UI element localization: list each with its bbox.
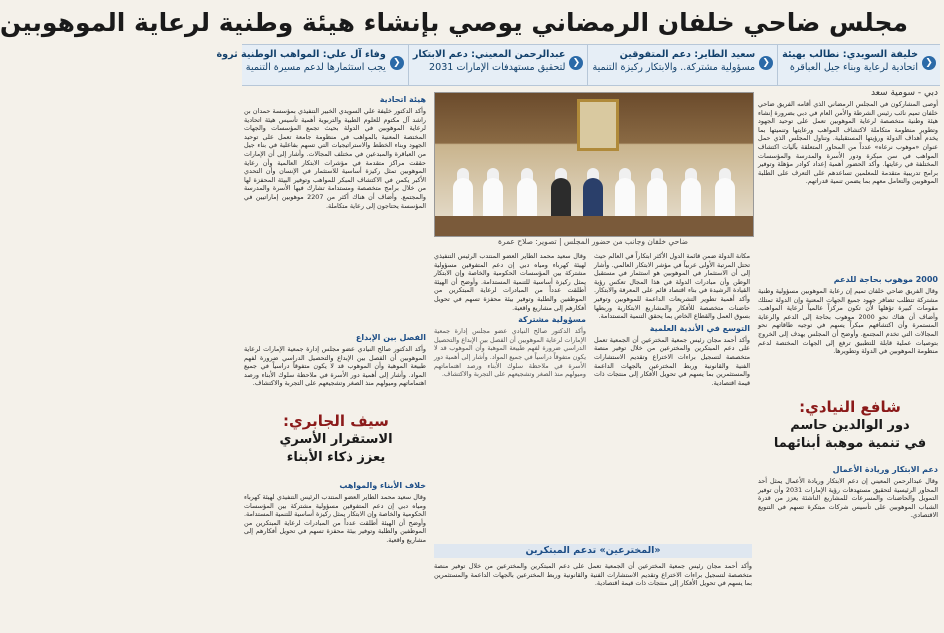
subhead: الفصل بين الإبداع xyxy=(355,333,426,342)
teaser-subtitle: يجب استثمارها لدعم مسيرة التنمية xyxy=(245,62,386,73)
chevron-left-icon: ❮ xyxy=(390,56,404,70)
column-text: وقال عبدالرحمن المعيني إن دعم الابتكار وريادة الأعمال يمثل أحد المحاور الرئيسية لتحقيق مستهدفات رؤية الإمارات 2031 وأن توفير التمويل والحاضنات والمسرعات للمشاريع الناشئة يعزز من قدرة الشباب الموهوبين على تأسيس شركات مبتكرة تسهم في التنويع الاقتصادي. xyxy=(758,477,938,520)
column-text: وقال سعيد محمد الطاير العضو المنتدب الرئيس التنفيذي لهيئة كهرباء ومياه دبي إن دعم المتفوقين مسؤولية مشتركة بين المؤسسات الحكومية والخاصة وإن الابتكار يمثل ركيزة أساسية للتنمية المستدامة. وأوضح أن الهيئة أطلقت عدداً من المبادرات لرعاية المبتكرين من الموظفين والطلبة وتوفير بيئة محفزة تسهم في تحويل أفكارهم إلى مشاريع واقعية. xyxy=(244,493,426,544)
article-column-1c xyxy=(758,462,938,628)
column-text: وأكد الدكتور صالح النيادي عضو مجلس إدارة جمعية الإمارات لرعاية الموهوبين أن الفصل بين الإبداع والتحصيل الدراسي ضرورة لفهم طبيعة الموهبة وأن الموهوب قد لا يكون متفوقاً دراسياً في جميع المواد. وأشار إلى أهمية دور الأسرة في ملاحظة سلوك الأبناء ورصد اهتماماتهم وميولهم منذ الصغر وتشجيعهم على التجربة والاكتشاف. xyxy=(434,327,586,379)
chevron-left-icon: ❮ xyxy=(759,56,773,70)
teaser-subtitle: لتحقيق مستهدفات الإمارات 2031 xyxy=(429,62,566,73)
subhead: دعم الابتكار وريادة الأعمال xyxy=(832,465,938,474)
pull-quote-name: سيف الجابري: xyxy=(283,412,389,430)
column-text: وأكد أحمد مجان رئيس جمعية المخترعين أن الجمعية تعمل على دعم المبتكرين والمخترعين من خلال توفير منصة متخصصة لتسجيل براءات الاختراع وتقديم الاستشارات الفنية والقانونية وربط المخترعين بالجهات الداعمة والمستثمرين بما يسهم في تحويل الأفكار إلى منتجات ذات قيمة اقتصادية. xyxy=(434,562,752,588)
pull-quote-line: يعزز ذكاء الأبناء xyxy=(286,450,386,465)
subhead: خلاف الأبناء والمواهب xyxy=(339,481,426,490)
teaser-title: وفاء آل علي: المواهب الوطنية ثروة xyxy=(216,49,386,60)
pull-quote-line: دور الوالدين حاسم xyxy=(790,418,910,433)
teaser-bar xyxy=(216,44,940,86)
pull-quote-line: في تنمية موهبة أبنائهما xyxy=(773,436,927,451)
column-text: وقال الفريق ضاحي خلفان تميم إن رعاية الموهوبين مسؤولية وطنية مشتركة تتطلب تضافر جهود جميع الجهات المعنية وإن الدولة تمتلك مقومات كبيرة تؤهلها لأن تكون مركزاً عالمياً لرعاية المواهب. وأضاف أن هناك نحو 2000 موهوب بحاجة إلى الدعم والرعاية المستمرة وأن اكتشافهم مبكراً يسهم في توجيه طاقاتهم نحو المجالات التي تخدم المجتمع. وأوضح أن المجلس يهدف إلى الخروج بتوصيات عملية قابلة للتطبيق ترفع إلى الجهات المختصة لدعم منظومة الموهوبين في الدولة وتطويرها. xyxy=(758,287,938,356)
pull-quote-shafi xyxy=(770,398,930,453)
column-text: وأكد الدكتور صالح النيادي عضو مجلس إدارة جمعية الإمارات لرعاية الموهوبين أن الفصل بين الإبداع والتحصيل الدراسي ضرورة لفهم طبيعة الموهبة وأن الموهوب قد لا يكون متفوقاً دراسياً في جميع المواد. وأشار إلى أهمية دور الأسرة في ملاحظة سلوك الأبناء ورصد اهتماماتهم وميولهم منذ الصغر وتشجيعهم على التجربة والاكتشاف. xyxy=(244,345,426,388)
teaser-subtitle: اتحادية لرعاية وبناء جيل العباقرة xyxy=(789,62,918,73)
teaser-title: عبدالرحمن المعيني: دعم الابتكار xyxy=(412,49,566,60)
column-text: وأكد الدكتور خليفة علي السويدي الخبير التنفيذي بمؤسسة حمدان بن راشد آل مكتوم للعلوم الطبية والتربوية أهمية تأسيس هيئة اتحادية لرعاية الموهوبين في الدولة بحيث تجمع المؤسسات والجهات المختصة المعنية بالمواهب في منظومة جامعة تعمل على توحيد الجهود وبناء الخطط والاستراتيجيات التي تسهم بفاعلية في بناء جيل من العباقرة والمبدعين في مختلف المجالات. وأشار إلى أن الإمارات حققت مراكز متقدمة في مؤشرات الابتكار العالمية وأن رعاية الموهوبين تمثل ركيزة أساسية للاستثمار في الإنسان وأن التحدي الأكبر يكمن في الاكتشاف المبكر للمواهب وتوفير البيئة المحفزة لها من خلال برامج متخصصة ومستدامة تشارك فيها الأسرة والمدرسة والمجتمع. وأضاف أن هناك أكثر من 2207 موهوبين إماراتيين في المؤسسة يحتاجون إلى رعاية متكاملة. xyxy=(244,107,426,210)
subhead: 2000 موهوب بحاجة للدعم xyxy=(833,275,938,284)
chevron-left-icon: ❮ xyxy=(922,56,936,70)
article-column-2 xyxy=(594,252,750,542)
pull-quote-saif xyxy=(256,412,416,467)
teaser-title: سعيد الطاير: دعم المتفوقين xyxy=(619,49,756,60)
column-text: وقال سعيد محمد الطاير العضو المنتدب الرئيس التنفيذي لهيئة كهرباء ومياه دبي إن دعم المتفوقين مسؤولية مشتركة بين المؤسسات الحكومية والخاصة وإن الابتكار يمثل ركيزة أساسية للتنمية المستدامة. وأوضح أن الهيئة أطلقت عدداً من المبادرات لرعاية المبتكرين من الموظفين والطلبة وتوفير بيئة محفزة تسهم في تحويل أفكارهم إلى مشاريع واقعية. xyxy=(434,252,586,312)
teaser-tayer[interactable] xyxy=(587,45,777,85)
teaser-title: خليفة السويدي: نطالب بهيئة xyxy=(782,49,918,60)
subhead: مسؤولية مشتركة xyxy=(518,315,586,325)
pull-quote-line: الاستقرار الأسري xyxy=(279,432,393,447)
article-photo xyxy=(434,92,754,237)
article-column-4b xyxy=(244,330,426,410)
column-text: أوصى المشاركون في المجلس الرمضاني الذي أقامه الفريق ضاحي خلفان تميم نائب رئيس الشرطة والأمن العام في دبي بضرورة إنشاء هيئة وطنية متخصصة لرعاية الموهوبين تعمل على توحيد الجهود وتطوير منظومة متكاملة لاكتشاف المواهب ورعايتها وتنميتها بما يخدم أهداف الدولة ورؤيتها المستقبلية. وتناول المجلس الذي حمل عنوان «موهوب نرعاه» عدداً من المحاور المتعلقة بآليات اكتشاف المواهب في سن مبكرة ودور الأسرة والمدرسة والمؤسسات المختلفة في رعايتها. وأكد الحضور أهمية إعداد كوادر مؤهلة وتوفير برامج تدريبية متقدمة للمعلمين تساعدهم على التعرف على الطلبة الموهوبين والتعامل معهم بما يضمن تنمية قدراتهم. xyxy=(758,100,938,186)
subhead: هيئة اتحادية xyxy=(379,95,426,104)
teaser-subtitle: مسؤولية مشتركة.. والابتكار ركيزة التنمية xyxy=(592,62,756,73)
column-text: مكانة الدولة ضمن قائمة الدول الأكثر ابتكاراً في العالم حيث تحتل المرتبة الأولى عربياً في مؤشر الابتكار العالمي. وأشار إلى أن الاستثمار في الموهوبين هو استثمار في مستقبل الوطن وأن مبادرات الدولة في هذا المجال تعكس رؤية القيادة الرشيدة في بناء اقتصاد قائم على المعرفة والابتكار. وأكد أهمية تطوير التشريعات الداعمة للموهوبين وتوفير حاضنات متخصصة للأفكار والمشاريع الابتكارية وربطها بسوق العمل والقطاع الخاص بما يحقق التنمية المستدامة. xyxy=(594,252,750,321)
byline: دبي - سومية سعد xyxy=(870,88,938,98)
teaser-wafaa[interactable] xyxy=(213,45,408,85)
subhead-innovators: «المخترعين» تدعم المبتكرين xyxy=(434,544,752,558)
article-column-4c xyxy=(244,478,426,628)
chevron-left-icon: ❮ xyxy=(569,56,583,70)
article-column-3 xyxy=(434,252,586,542)
column-text: وأكد أحمد مجان رئيس جمعية المخترعين أن الجمعية تعمل على دعم المبتكرين والمخترعين من خلال توفير منصة متخصصة لتسجيل براءات الاختراع وتقديم الاستشارات الفنية والقانونية وربط المخترعين بالجهات الداعمة والمستثمرين بما يسهم في تحويل الأفكار إلى منتجات ذات قيمة اقتصادية. xyxy=(594,335,750,387)
article-column-4 xyxy=(244,92,426,328)
main-headline: مجلس ضاحي خلفان الرمضاني يوصي بإنشاء هيئة وطنية لرعاية الموهوبين xyxy=(0,8,908,37)
article-column-1 xyxy=(758,100,938,270)
article-column-innovators xyxy=(434,562,752,628)
article-column-1b xyxy=(758,272,938,382)
photo-caption: ضاحي خلفان وجانب من حضور المجلس | تصوير: صلاح عمرة xyxy=(498,237,688,246)
portrait-frame xyxy=(577,99,619,151)
subhead: التوسع في الأندية العلمية xyxy=(649,323,750,333)
pull-quote-name: شافع النيادي: xyxy=(799,398,901,416)
teaser-muaini[interactable] xyxy=(408,45,588,85)
teaser-swaidi[interactable] xyxy=(777,45,940,85)
